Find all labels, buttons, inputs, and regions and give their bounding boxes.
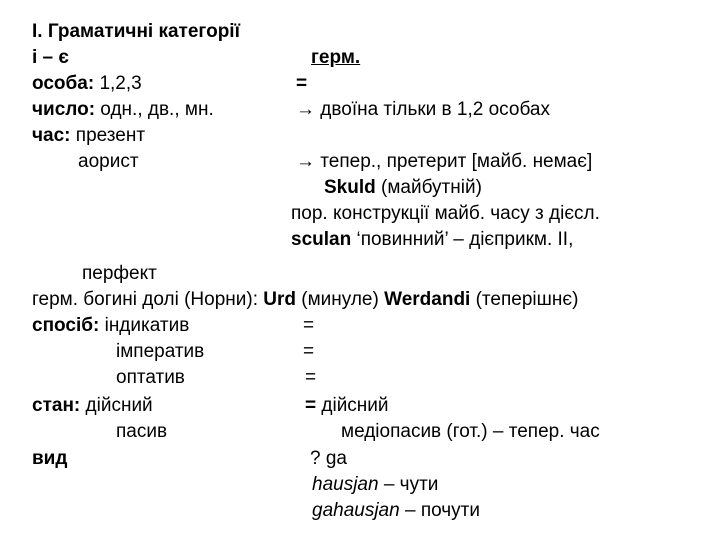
skuld-gloss: (майбутній)	[375, 177, 482, 198]
person-value: 1,2,3	[94, 73, 142, 94]
tense-line	[32, 125, 145, 147]
perfect: перфект	[82, 263, 157, 284]
mood-optative: оптатив	[116, 367, 185, 388]
number-label: число:	[32, 99, 96, 120]
person-line	[32, 73, 142, 95]
tense-germ-line: → тепер., претерит [майб. немає]	[296, 151, 593, 172]
urd-gloss: (минуле)	[295, 289, 385, 310]
mood-imperative: імператив	[116, 341, 205, 362]
mediopassive-line: медіопасив (гот.) – тепер. час	[341, 421, 600, 442]
voice-line	[32, 395, 153, 417]
mood-label: спосіб:	[32, 315, 100, 336]
norns-prefix: герм. богині долі (Норни):	[32, 289, 264, 310]
mood-line	[32, 315, 189, 337]
gahausjan-line	[312, 500, 480, 522]
eq-optative: =	[305, 367, 317, 388]
number-dual-line	[296, 99, 550, 121]
gahausjan-gloss: – почути	[399, 500, 480, 521]
aorist: аорист	[78, 151, 139, 172]
hausjan-gloss: – чути	[378, 474, 439, 495]
number-arrow: →	[296, 99, 315, 120]
number-dual-text: двоїна тільки в 1,2 особах	[315, 99, 550, 120]
hausjan: hausjan	[312, 474, 379, 495]
future-constr-line: пор. конструкції майб. часу з дієсл.	[291, 203, 600, 224]
germ-header: герм.	[311, 47, 361, 68]
sculan: sculan	[291, 229, 352, 250]
number-line	[32, 99, 214, 121]
voice-label: стан:	[32, 395, 81, 416]
mood-indicative: індикатив	[99, 315, 190, 336]
voice-passive: пасив	[116, 421, 168, 442]
ie-line: і – є	[32, 47, 69, 68]
tense-label: час:	[32, 125, 71, 146]
werdandi-gloss: (теперішнє)	[470, 289, 579, 310]
hausjan-line	[312, 474, 438, 496]
skuld-line	[324, 177, 482, 199]
eq-indicative: =	[303, 315, 315, 336]
person-label: особа:	[32, 73, 95, 94]
werdandi: Werdandi	[384, 289, 471, 310]
sculan-gloss: ‘повинний’ – дієприкм. II,	[351, 229, 574, 250]
voice-germ-line	[305, 395, 389, 417]
voice-active: дійсний	[80, 395, 153, 416]
norns-line	[32, 289, 578, 311]
skuld: Skuld	[324, 177, 376, 198]
eq-person: =	[296, 73, 308, 94]
aspect-label: вид	[32, 448, 68, 469]
tense-value: презент	[70, 125, 146, 146]
gahausjan: gahausjan	[312, 500, 400, 521]
sculan-line	[291, 229, 573, 251]
eq-active: =	[305, 395, 317, 416]
aspect-ga: ? ga	[310, 448, 347, 469]
slide-title: I. Граматичні категорії	[32, 21, 240, 42]
urd: Urd	[263, 289, 296, 310]
eq-imperative: =	[303, 341, 315, 362]
number-value: одн., дв., мн.	[95, 99, 214, 120]
active-germ: дійсний	[316, 395, 389, 416]
